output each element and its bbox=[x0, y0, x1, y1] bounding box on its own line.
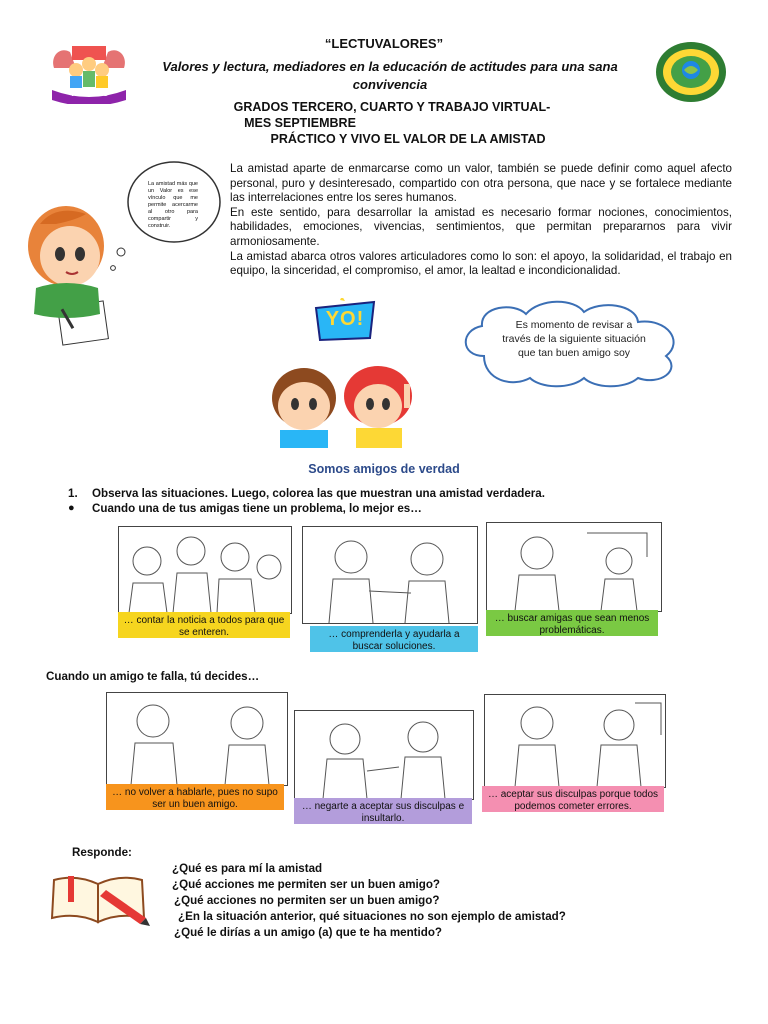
yo-badge-text: YO! bbox=[325, 308, 365, 330]
month-heading: MES SEPTIEMBRE bbox=[244, 116, 356, 130]
instruction-number: 1. bbox=[68, 487, 78, 500]
value-heading: PRÁCTICO Y VIVO EL VALOR DE LA AMISTAD bbox=[270, 132, 546, 146]
question-1: ¿Qué es para mí la amistad bbox=[172, 862, 323, 875]
caption-row2-1: … no volver a hablarle, pues no supo ser un buen amigo. bbox=[106, 784, 284, 810]
caption-row1-1: … contar la noticia a todos para que se enteren. bbox=[118, 612, 290, 638]
school-seal-logo bbox=[654, 40, 728, 104]
valores-logo-text: VALORES bbox=[69, 89, 109, 98]
grades-heading: GRADOS TERCERO, CUARTO Y TRABAJO VIRTUAL- bbox=[233, 100, 551, 114]
thought-dot-small bbox=[110, 258, 116, 264]
scenario-panel-2 bbox=[302, 526, 478, 624]
scenario-panel-3 bbox=[486, 522, 662, 612]
caption-row2-2: … negarte a aceptar sus disculpas e insultarlo. bbox=[294, 798, 472, 824]
caption-row2-3: … aceptar sus disculpas porque todos podemos cometer errores. bbox=[482, 786, 664, 812]
section-title: Somos amigos de verdad bbox=[308, 462, 460, 476]
book-pencil-icon bbox=[46, 872, 152, 928]
document-title: “LECTUVALORES” bbox=[324, 36, 444, 51]
intro-paragraph-3: La amistad abarca otros valores articuladores como lo son: el apoyo, la solidaridad, el trabajo en equipo, la sinceridad, el compromiso, el amor, la lealtad e incondicionalidad. bbox=[230, 249, 732, 278]
kids-illustration bbox=[264, 364, 424, 448]
thought-bubble-text: La amistad más que un Valor es ese vínculo que me permite acercarme al otro para compartir y construir. bbox=[148, 181, 198, 229]
question-4: ¿En la situación anterior, qué situaciones no son ejemplo de amistad? bbox=[178, 910, 566, 923]
caption-row1-2: … comprenderla y ayudarla a buscar soluciones. bbox=[310, 626, 478, 652]
question-5: ¿Qué le dirías a un amigo (a) que te ha mentido? bbox=[174, 926, 442, 939]
intro-paragraph-1: La amistad aparte de enmarcarse como un valor, también se puede definir como aquel afecto personal, puro y desinteresado, compartido con otra persona, que nace y se fortalece mediante las interrelaciones entre los seres humanos. bbox=[230, 162, 732, 205]
instruction-step-1: Observa las situaciones. Luego, colorea las que muestran una amistad verdadera. bbox=[92, 487, 545, 500]
question-2: ¿Qué acciones me permiten ser un buen amigo? bbox=[172, 878, 441, 891]
scenario-panel-6 bbox=[484, 694, 666, 788]
responde-label: Responde: bbox=[72, 846, 132, 859]
instruction-bullet: Cuando una de tus amigas tiene un problema, lo mejor es… bbox=[92, 502, 422, 515]
boy-thinking-illustration bbox=[26, 184, 112, 350]
yo-badge bbox=[312, 298, 378, 344]
valores-logo bbox=[46, 38, 132, 104]
friend-fails-text: Cuando un amigo te falla, tú decides… bbox=[46, 670, 260, 683]
scenario-panel-5 bbox=[294, 710, 474, 800]
intro-paragraph-2: En este sentido, para desarrollar la amistad es necesario formar nociones, conocimientos, habilidades, emociones, vivencias, sentimientos, que permitan prepararnos para vivir armoniosamente. bbox=[230, 205, 732, 248]
question-3: ¿Qué acciones no permiten ser un buen amigo? bbox=[174, 894, 440, 907]
caption-row1-3: … buscar amigas que sean menos problemáticas. bbox=[486, 610, 658, 636]
intro-text bbox=[230, 162, 732, 279]
thought-dot-large bbox=[116, 244, 126, 254]
scenario-panel-1 bbox=[118, 526, 292, 614]
document-subtitle: Valores y lectura, mediadores en la educación de actitudes para una sana convivencia bbox=[162, 59, 618, 92]
bullet-icon: ● bbox=[68, 502, 75, 514]
scenario-panel-4 bbox=[106, 692, 288, 786]
cloud-text: Es momento de revisar a través de la siguiente situación que tan buen amigo soy bbox=[502, 319, 646, 359]
